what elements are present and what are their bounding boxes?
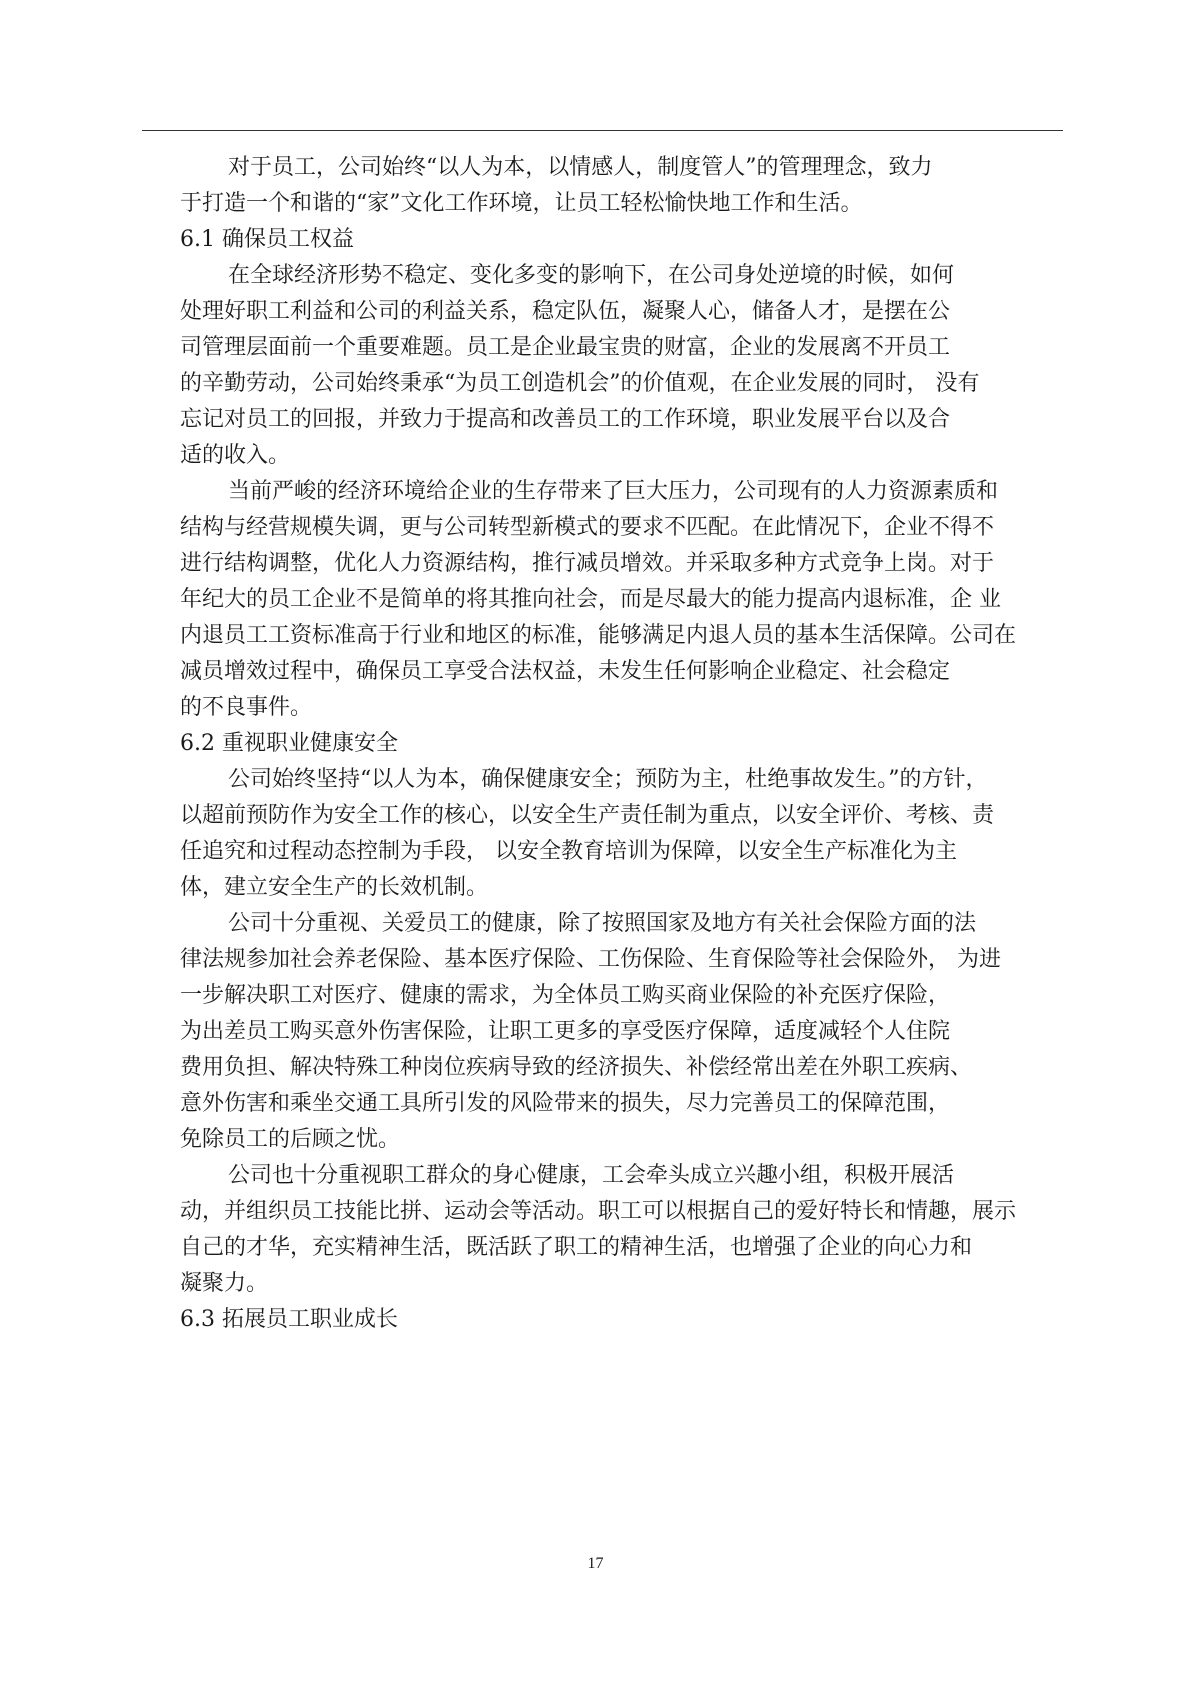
section-heading: 6.3 拓展员工职业成长 [180,1307,398,1332]
paragraph-line: 为出差员工购买意外伤害保险，让职工更多的享受医疗保障，适度减轻个人住院 [180,1019,951,1044]
page-number: 17 [587,1555,604,1572]
paragraph-line: 对于员工，公司始终“以人为本，以情感人，制度管人”的管理理念，致力 [228,155,933,180]
paragraph-line: 当前严峻的经济环境给企业的生存带来了巨大压力，公司现有的人力资源素质和 [228,479,999,504]
paragraph-line: 公司十分重视、关爱员工的健康，除了按照国家及地方有关社会保险方面的法 [228,911,977,936]
paragraph-line: 律法规参加社会养老保险、基本医疗保险、工伤保险、生育保险等社会保险外， 为进 [180,947,1001,972]
paragraph-line: 自己的才华，充实精神生活，既活跃了职工的精神生活，也增强了企业的向心力和 [180,1235,973,1260]
paragraph-line: 公司也十分重视职工群众的身心健康，工会牵头成立兴趣小组，积极开展活 [228,1163,955,1188]
paragraph-line: 体，建立安全生产的长效机制。 [180,875,489,900]
paragraph-line: 司管理层面前一个重要难题。员工是企业最宝贵的财富，企业的发展离不开员工 [180,335,951,360]
paragraph-line: 处理好职工利益和公司的利益关系，稳定队伍，凝聚人心，储备人才，是摆在公 [180,299,951,324]
paragraph-line: 的不良事件。 [180,695,313,720]
paragraph-line: 公司始终坚持“以人为本，确保健康安全；预防为主，杜绝事故发生。”的方针， [228,767,988,792]
paragraph-line: 费用负担、解决特殊工种岗位疾病导致的经济损失、补偿经常出差在外职工疾病、 [180,1055,973,1080]
paragraph-line: 在全球经济形势不稳定、变化多变的影响下，在公司身处逆境的时候，如何 [228,263,955,288]
section-heading: 6.1 确保员工权益 [180,227,354,252]
paragraph-line: 忘记对员工的回报，并致力于提高和改善员工的工作环境，职业发展平台以及合 [180,407,951,432]
paragraph-line: 免除员工的后顾之忧。 [180,1127,401,1152]
paragraph-line: 一步解决职工对医疗、健康的需求，为全体员工购买商业保险的补充医疗保险， [180,983,951,1008]
paragraph-line: 进行结构调整，优化人力资源结构，推行减员增效。并采取多种方式竞争上岗。对于 [180,551,995,576]
paragraph-line: 任追究和过程动态控制为手段， 以安全教育培训为保障，以安全生产标准化为主 [180,839,957,864]
paragraph-line: 的辛勤劳动，公司始终秉承“为员工创造机会”的价值观，在企业发展的同时， 没有 [180,371,980,396]
paragraph-line: 意外伤害和乘坐交通工具所引发的风险带来的损失，尽力完善员工的保障范围， [180,1091,951,1116]
header-rule [142,130,1063,131]
paragraph-line: 适的收入。 [180,443,291,468]
document-body [180,150,1030,1338]
paragraph-line: 以超前预防作为安全工作的核心，以安全生产责任制为重点，以安全评价、考核、责 [180,803,995,828]
paragraph-line: 减员增效过程中，确保员工享受合法权益，未发生任何影响企业稳定、社会稳定 [180,659,951,684]
paragraph-line: 于打造一个和谐的“家”文化工作环境，让员工轻松愉快地工作和生活。 [180,191,863,216]
paragraph-line: 动，并组织员工技能比拼、运动会等活动。职工可以根据自己的爱好特长和情趣，展示 [180,1199,1017,1224]
section-heading: 6.2 重视职业健康安全 [180,731,398,756]
paragraph-line: 凝聚力。 [180,1271,269,1296]
paragraph-line: 结构与经营规模失调，更与公司转型新模式的要求不匹配。在此情况下，企业不得不 [180,515,995,540]
paragraph-line: 年纪大的员工企业不是简单的将其推向社会，而是尽最大的能力提高内退标准，企 业 [180,587,1001,612]
paragraph-line: 内退员工工资标准高于行业和地区的标准，能够满足内退人员的基本生活保障。公司在 [180,623,1017,648]
